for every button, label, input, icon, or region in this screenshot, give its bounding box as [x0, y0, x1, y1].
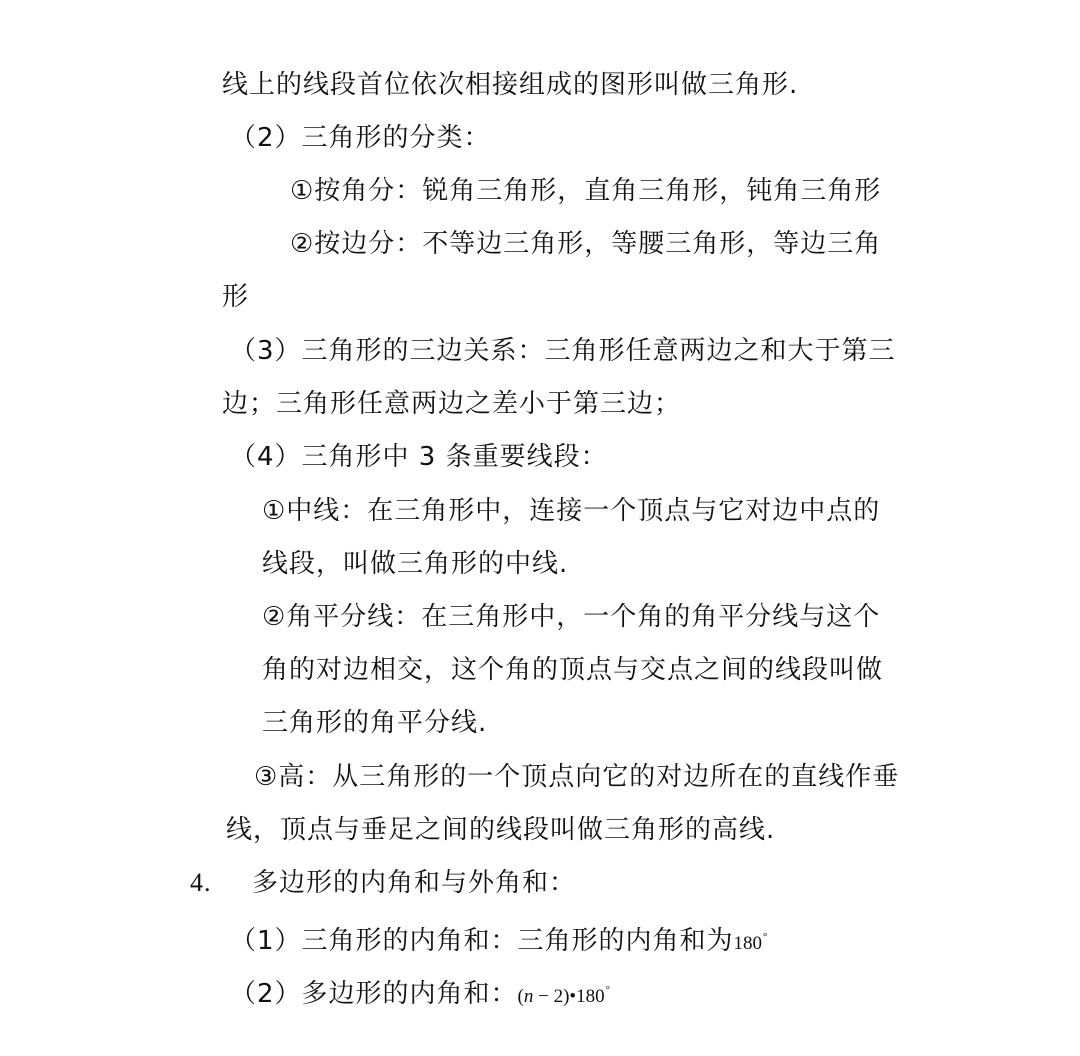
text-median-definition: ①中线：在三角形中，连接一个顶点与它对边中点的 [262, 496, 881, 526]
formula-open-paren: ( [517, 986, 524, 1007]
polygon-interior-sum-label: （2）多边形的内角和： [230, 979, 518, 1009]
text-altitude-definition-cont: 线，顶点与垂足之间的线段叫做三角形的高线. [226, 815, 776, 845]
text-classify-by-angle: ①按角分：锐角三角形，直角三角形，钝角三角形 [290, 176, 882, 206]
text-altitude-definition: ③高：从三角形的一个顶点向它的对边所在的直线作垂 [254, 762, 900, 792]
triangle-interior-sum-label: （1）三角形的内角和：三角形的内角和为 [230, 926, 734, 956]
polygon-sum-formula [518, 986, 610, 1007]
triangle-interior-sum-line [230, 920, 767, 961]
heading-important-segments: （4）三角形中 3 条重要线段： [230, 442, 608, 472]
section-number: 4. [190, 868, 212, 897]
text-side-relation-cont: 边；三角形任意两边之差小于第三边； [222, 389, 682, 419]
formula-variable-n: n [523, 986, 534, 1007]
triangle-sum-value: 180 [733, 933, 763, 954]
heading-polygon-angle-sums [190, 866, 576, 900]
polygon-interior-sum-line [230, 973, 610, 1014]
text-median-definition-cont: 线段，叫做三角形的中线. [262, 549, 569, 579]
section-title: 多边形的内角和与外角和： [252, 868, 577, 898]
heading-triangle-classification: （2）三角形的分类： [230, 123, 491, 153]
text-angle-bisector-cont-1: 角的对边相交，这个角的顶点与交点之间的线段叫做 [262, 655, 884, 685]
text-classify-by-side: ②按边分：不等边三角形，等腰三角形，等边三角 [290, 229, 882, 259]
text-line-1: 线上的线段首位依次相接组成的图形叫做三角形. [222, 70, 799, 100]
text-angle-bisector-cont-2: 三角形的角平分线. [262, 708, 488, 738]
formula-degree-symbol: ° [605, 984, 610, 996]
text-classify-by-side-cont: 形 [222, 282, 250, 312]
heading-side-relation: （3）三角形的三边关系：三角形任意两边之和大于第三 [230, 336, 896, 366]
text-angle-bisector-definition: ②角平分线：在三角形中，一个角的角平分线与这个 [262, 602, 881, 632]
degree-symbol: ° [763, 931, 768, 943]
formula-rest: − 2)•180 [533, 986, 605, 1007]
